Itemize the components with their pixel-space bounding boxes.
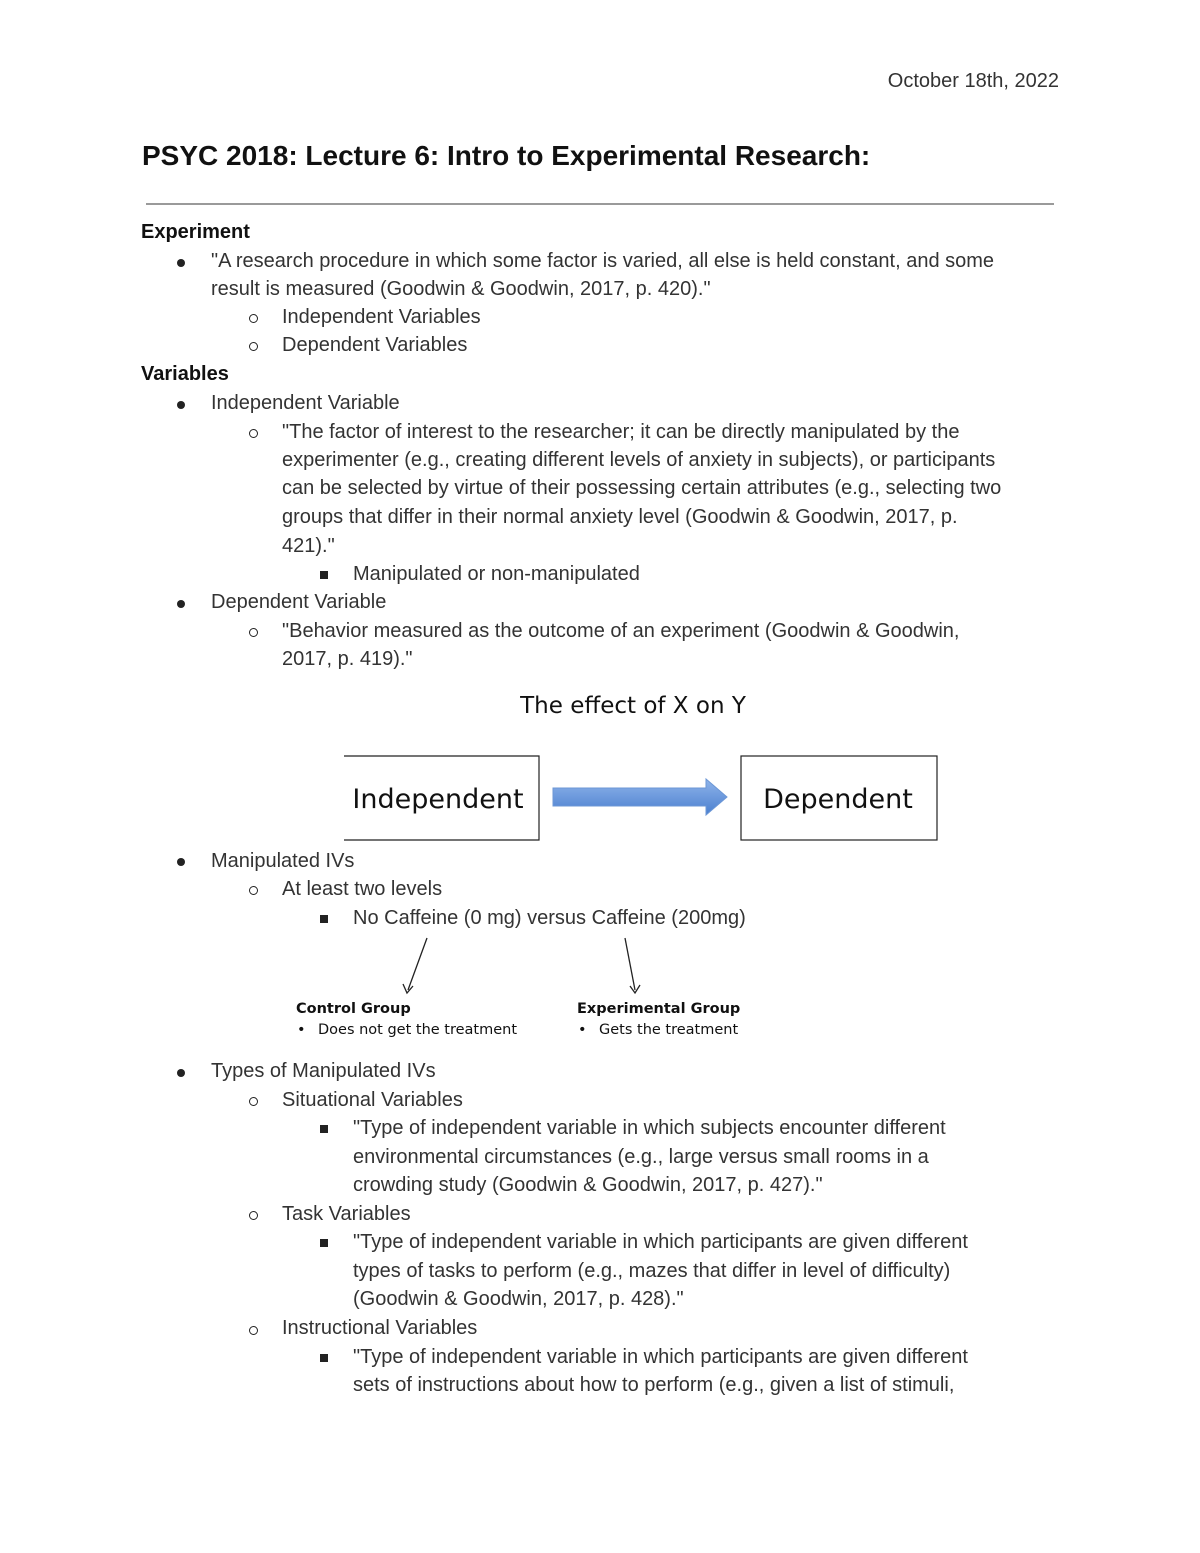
- task-line: types of tasks to perform (e.g., mazes that differ in level of difficulty): [353, 1260, 951, 1282]
- bullet-icon: [177, 1069, 185, 1077]
- bullet-icon: •: [297, 1022, 306, 1038]
- experiment-heading: Experiment: [141, 221, 250, 243]
- iv-definition-line: 421).": [282, 535, 335, 557]
- iv-label: Independent Variable: [211, 392, 400, 414]
- manipulated-ivs-label: Manipulated IVs: [211, 850, 355, 872]
- square-bullet-icon: [320, 571, 328, 579]
- effect-diagram: [0, 680, 1200, 850]
- types-label: Types of Manipulated IVs: [211, 1060, 436, 1082]
- independent-box-label: Independent: [352, 784, 524, 815]
- experimental-group-title: Experimental Group: [577, 1001, 741, 1017]
- situational-line: "Type of independent variable in which subjects encounter different: [353, 1117, 946, 1139]
- sub-bullet-icon: [249, 314, 258, 323]
- arrow-down-left-icon: [403, 938, 427, 993]
- experiment-sub-dv: Dependent Variables: [282, 334, 468, 356]
- manipulated-sub: At least two levels: [282, 878, 443, 900]
- bullet-icon: •: [578, 1022, 587, 1038]
- caffeine-example: No Caffeine (0 mg) versus Caffeine (200mg): [353, 907, 746, 929]
- sub-bullet-icon: [249, 1326, 258, 1335]
- iv-definition-line: "The factor of interest to the researcher; it can be directly manipulated by the: [282, 421, 960, 443]
- square-bullet-icon: [320, 1354, 328, 1362]
- sub-bullet-icon: [249, 1097, 258, 1106]
- bullet-icon: [177, 401, 185, 409]
- sub-bullet-icon: [249, 628, 258, 637]
- situational-line: crowding study (Goodwin & Goodwin, 2017, p. 427).": [353, 1174, 823, 1196]
- document-date: October 18th, 2022: [887, 70, 1059, 92]
- task-label: Task Variables: [282, 1203, 411, 1225]
- iv-definition-line: experimenter (e.g., creating different levels of anxiety in subjects), or participants: [282, 449, 996, 471]
- arrow-down-right-icon: [625, 938, 640, 993]
- variables-heading: Variables: [141, 363, 229, 385]
- sub-bullet-icon: [249, 886, 258, 895]
- experiment-sub-iv: Independent Variables: [282, 306, 481, 328]
- instructional-line: sets of instructions about how to perform (e.g., given a list of stimuli,: [353, 1374, 955, 1396]
- title-divider: [146, 203, 1054, 205]
- dv-label: Dependent Variable: [211, 591, 387, 613]
- square-bullet-icon: [320, 1239, 328, 1247]
- instructional-label: Instructional Variables: [282, 1317, 478, 1339]
- dependent-box-label: Dependent: [763, 784, 913, 815]
- experiment-definition-line-1: "A research procedure in which some factor is varied, all else is held constant, and some: [211, 250, 995, 272]
- square-bullet-icon: [320, 1125, 328, 1133]
- control-group-title: Control Group: [296, 1001, 411, 1017]
- sub-bullet-icon: [249, 1211, 258, 1220]
- control-group-item: Does not get the treatment: [318, 1022, 518, 1038]
- dv-definition-line: "Behavior measured as the outcome of an experiment (Goodwin & Goodwin,: [282, 620, 960, 642]
- sub-bullet-icon: [249, 342, 258, 351]
- group-diagram: [0, 930, 1200, 1045]
- independent-box: [344, 756, 539, 840]
- situational-line: environmental circumstances (e.g., large versus small rooms in a: [353, 1146, 929, 1168]
- dv-definition-line: 2017, p. 419).": [282, 648, 413, 670]
- situational-label: Situational Variables: [282, 1089, 463, 1111]
- task-line: "Type of independent variable in which participants are given different: [353, 1231, 968, 1253]
- dependent-box: [741, 756, 937, 840]
- bullet-icon: [177, 858, 185, 866]
- bullet-icon: [177, 600, 185, 608]
- iv-sub-item: Manipulated or non-manipulated: [353, 563, 640, 585]
- task-line: (Goodwin & Goodwin, 2017, p. 428).": [353, 1288, 684, 1310]
- experimental-group-item: Gets the treatment: [599, 1022, 739, 1038]
- experiment-definition-line-2: result is measured (Goodwin & Goodwin, 2017, p. 420).": [211, 278, 711, 300]
- iv-definition-line: can be selected by virtue of their possessing certain attributes (e.g., selecting two: [282, 477, 1002, 499]
- instructional-line: "Type of independent variable in which participants are given different: [353, 1346, 968, 1368]
- arrow-icon: [553, 779, 727, 815]
- diagram-title: The effect of X on Y: [520, 693, 746, 719]
- document-title: PSYC 2018: Lecture 6: Intro to Experimental Research:: [142, 140, 871, 171]
- square-bullet-icon: [320, 915, 328, 923]
- sub-bullet-icon: [249, 429, 258, 438]
- iv-definition-line: groups that differ in their normal anxiety level (Goodwin & Goodwin, 2017, p.: [282, 506, 958, 528]
- bullet-icon: [177, 259, 185, 267]
